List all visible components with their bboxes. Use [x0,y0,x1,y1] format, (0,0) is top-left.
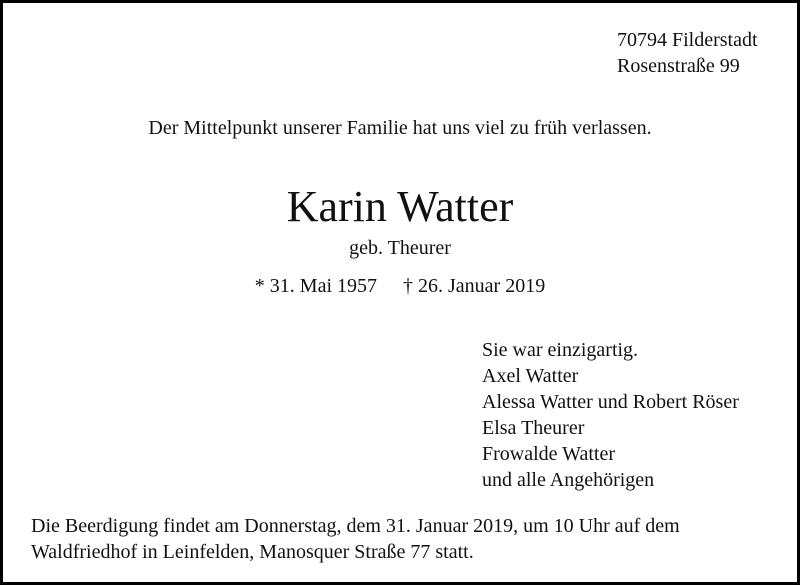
funeral-line-1: Die Beerdigung findet am Donnerstag, dem 31. Januar 2019, um 10 Uhr auf dem [31,515,680,537]
mourner-name: Frowalde Watter [482,443,615,465]
mourners-list [482,337,739,493]
funeral-line-2: Waldfriedhof in Leinfelden, Manosquer Straße 77 statt. [31,541,474,563]
mourners-line: Sie war einzigartig. [482,339,639,361]
intro-line: Der Mittelpunkt unserer Familie hat uns viel zu früh verlassen. [148,117,652,139]
address-street: Rosenstraße 99 [617,55,740,77]
mourner-name: Alessa Watter und Robert Röser [482,391,739,413]
address-block [617,27,758,79]
mourner-name: und alle Angehörigen [482,469,655,491]
death-date: † 26. Januar 2019 [403,275,546,297]
mourner-name: Axel Watter [482,365,579,387]
mourner-name: Elsa Theurer [482,417,585,439]
deceased-name: Karin Watter [286,182,514,231]
birth-date: * 31. Mai 1957 [254,275,377,297]
life-dates [3,273,797,299]
maiden-name: geb. Theurer [349,237,451,259]
funeral-notice [31,513,775,565]
address-city: 70794 Filderstadt [617,29,758,51]
